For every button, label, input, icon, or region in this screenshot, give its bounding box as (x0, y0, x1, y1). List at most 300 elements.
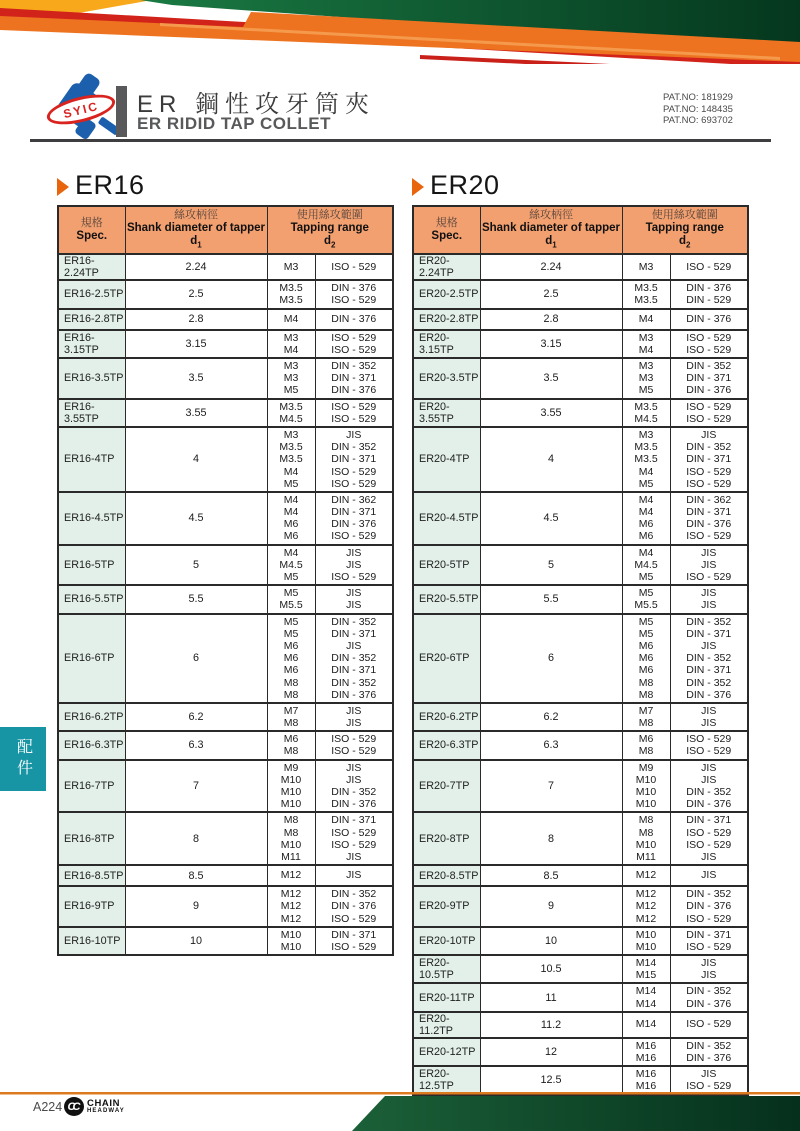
tap-size: M12 (280, 869, 302, 882)
tap-standard: DIN - 371 (686, 372, 732, 385)
spec-row (413, 492, 748, 545)
spec-header-zh: 規格 (435, 217, 458, 230)
tap-standard: JIS (346, 869, 362, 882)
tap-standard: ISO - 529 (331, 912, 377, 925)
spec-cell: ER16-6.3TP (58, 731, 125, 759)
tap-standard-cell (670, 492, 748, 545)
tap-standard: ISO - 529 (331, 826, 377, 839)
shank-diameter-cell: 5.5 (125, 585, 267, 613)
tap-standard-cell (670, 280, 748, 308)
tap-standard: ISO - 529 (686, 745, 732, 758)
tap-standard-cell (315, 254, 393, 280)
tap-size: M6 (638, 530, 654, 543)
tap-standard-cell (315, 731, 393, 759)
tap-size: M6 (638, 664, 654, 677)
tap-standard: JIS (701, 558, 717, 571)
section-arrow-icon (412, 178, 424, 196)
spec-cell: ER20-6TP (413, 614, 480, 703)
tap-standard: JIS (346, 761, 362, 774)
tap-size: M3.5 (634, 441, 658, 454)
tap-standard: ISO - 529 (331, 331, 377, 344)
spec-row (58, 865, 393, 886)
shank-diameter-cell: 5 (480, 545, 622, 586)
shank-diameter-cell: 11 (480, 983, 622, 1011)
spec-cell: ER16-10TP (58, 927, 125, 955)
spec-row (58, 358, 393, 399)
tap-standard-cell (315, 545, 393, 586)
shank-diameter-cell: 3.15 (480, 330, 622, 358)
title-accent-bar (116, 86, 127, 137)
tap-size: M7 (638, 704, 654, 717)
tap-size-cell (622, 703, 670, 731)
tap-size: M4 (638, 546, 654, 559)
tap-size: M6 (283, 530, 299, 543)
spec-cell: ER20-4TP (413, 427, 480, 492)
tap-size-cell (267, 703, 315, 731)
patent-number: PAT.NO: 148435 (663, 103, 733, 115)
tap-size: M15 (635, 969, 657, 982)
tap-size: M16 (635, 1039, 657, 1052)
tap-standard-cell (670, 731, 748, 759)
tap-standard: JIS (701, 761, 717, 774)
tap-size: M3 (638, 260, 654, 273)
tap-size: M8 (283, 676, 299, 689)
tap-standard: DIN - 371 (331, 627, 377, 640)
tap-size-cell (267, 927, 315, 955)
section-title-er20: ER20 (430, 170, 500, 200)
tap-size-cell (267, 280, 315, 308)
tap-standard: ISO - 529 (686, 343, 732, 356)
spec-row (58, 812, 393, 865)
sidebar-tab-label: 配件 (14, 738, 32, 780)
tap-size-cell (267, 427, 315, 492)
tap-size: M4 (638, 312, 654, 325)
tap-standard-cell (315, 760, 393, 813)
tap-size: M4 (283, 343, 299, 356)
tap-standard: ISO - 529 (331, 343, 377, 356)
tap-size: M8 (283, 745, 299, 758)
tap-standard: JIS (701, 717, 717, 730)
tap-size-cell (622, 812, 670, 865)
tap-standard: DIN - 376 (686, 900, 732, 913)
spec-cell: ER20-9TP (413, 886, 480, 927)
shank-header-en: Shank diameter of tapper (481, 222, 621, 234)
spec-row (413, 309, 748, 330)
tap-size: M11 (281, 850, 301, 863)
tap-size-cell (622, 886, 670, 927)
spec-cell: ER16-3.5TP (58, 358, 125, 399)
tap-size: M10 (635, 773, 657, 786)
tap-size-cell (267, 886, 315, 927)
tap-standard: JIS (701, 546, 717, 559)
tap-standard: JIS (701, 599, 717, 612)
tap-size-cell (267, 358, 315, 399)
tap-standard-cell (315, 358, 393, 399)
tap-size: M3 (283, 360, 299, 373)
tap-standard: JIS (346, 558, 362, 571)
tap-standard-cell (670, 865, 748, 886)
tap-size: M4.5 (634, 412, 658, 425)
tap-standard: ISO - 529 (686, 400, 732, 413)
shank-header-en: Shank diameter of tapper (126, 222, 266, 234)
tap-standard-cell (315, 614, 393, 703)
shank-diameter-cell: 2.5 (480, 280, 622, 308)
spec-column-header (58, 206, 125, 254)
spec-row (413, 1038, 748, 1066)
tap-size: M5 (283, 615, 299, 628)
shank-diameter-cell: 10 (480, 927, 622, 955)
tap-standard: DIN - 376 (686, 312, 732, 325)
tap-size: M6 (638, 518, 654, 531)
tap-size: M3.5 (279, 282, 303, 295)
shank-diameter-cell: 7 (480, 760, 622, 813)
spec-cell: ER16-6.2TP (58, 703, 125, 731)
spec-cell: ER20-5.5TP (413, 585, 480, 613)
tap-size-cell (622, 358, 670, 399)
tap-size: M4 (283, 546, 299, 559)
tap-size: M5 (283, 384, 299, 397)
page-title-zh: ER 鋼性攻牙筒夾 (137, 91, 376, 118)
spec-row (58, 330, 393, 358)
tap-standard: ISO - 529 (331, 745, 377, 758)
tap-standard-cell (315, 399, 393, 427)
spec-cell: ER16-6TP (58, 614, 125, 703)
tap-standard: ISO - 529 (686, 1080, 732, 1093)
tap-size: M12 (280, 912, 302, 925)
shank-diameter-cell: 7 (125, 760, 267, 813)
tap-standard: ISO - 529 (686, 940, 732, 953)
shank-diameter-cell: 6.3 (125, 731, 267, 759)
tap-standard: DIN - 371 (686, 814, 732, 827)
spec-cell: ER20-8TP (413, 812, 480, 865)
header-divider (30, 139, 771, 142)
tap-standard: DIN - 376 (686, 688, 732, 701)
spec-cell: ER16-8.5TP (58, 865, 125, 886)
spec-row (58, 614, 393, 703)
spec-row (413, 731, 748, 759)
spec-cell: ER20-3.55TP (413, 399, 480, 427)
tap-size: M4 (638, 343, 654, 356)
spec-row (413, 585, 748, 613)
tap-size: M3.5 (634, 400, 658, 413)
shank-diameter-cell: 9 (480, 886, 622, 927)
tap-size: M6 (638, 652, 654, 665)
tap-size-cell (267, 614, 315, 703)
tap-size-cell (267, 399, 315, 427)
spec-row (413, 614, 748, 703)
tap-size: M16 (635, 1052, 657, 1065)
spec-row (413, 703, 748, 731)
tap-size: M14 (635, 957, 657, 970)
tap-size: M3 (283, 372, 299, 385)
tap-size: M12 (635, 912, 657, 925)
tap-size-cell (267, 865, 315, 886)
tap-standard: DIN - 371 (331, 928, 377, 941)
spec-cell: ER20-7TP (413, 760, 480, 813)
tap-standard: DIN - 376 (331, 798, 377, 811)
tap-size: M4 (638, 465, 654, 478)
tap-size: M4 (638, 493, 654, 506)
range-header-en: Tapping range (645, 222, 724, 234)
top-banner-graphic (0, 0, 800, 64)
shank-diameter-cell: 5 (125, 545, 267, 586)
spec-cell: ER20-12.5TP (413, 1066, 480, 1094)
patent-numbers (663, 92, 733, 127)
page-title-en: ER RIDID TAP COLLET (137, 114, 331, 133)
spec-cell: ER16-5.5TP (58, 585, 125, 613)
tap-standard: JIS (701, 957, 717, 970)
tap-standard: DIN - 529 (686, 294, 732, 307)
tap-size: M10 (635, 786, 657, 799)
tap-standard: ISO - 529 (686, 260, 732, 273)
tap-standard-cell (315, 927, 393, 955)
spec-cell: ER16-7TP (58, 760, 125, 813)
tap-size-cell (622, 427, 670, 492)
tap-standard: ISO - 529 (686, 1018, 732, 1031)
spec-cell: ER16-5TP (58, 545, 125, 586)
tap-standard: DIN - 352 (331, 615, 377, 628)
tap-standard: DIN - 352 (686, 676, 732, 689)
tap-standard: ISO - 529 (686, 465, 732, 478)
spec-cell: ER16-9TP (58, 886, 125, 927)
tap-size: M6 (283, 652, 299, 665)
tap-size-cell (267, 330, 315, 358)
tap-size: M8 (638, 676, 654, 689)
tap-size: M14 (635, 997, 657, 1010)
tap-size: M3 (283, 260, 299, 273)
tap-standard-cell (670, 927, 748, 955)
spec-row (413, 358, 748, 399)
shank-diameter-cell: 2.8 (480, 309, 622, 330)
tap-standard: ISO - 529 (331, 260, 377, 273)
shank-diameter-cell: 2.24 (480, 254, 622, 280)
tap-standard: DIN - 352 (686, 888, 732, 901)
tap-size-cell (622, 865, 670, 886)
er20-table-body (413, 254, 748, 1115)
tap-standard-cell (670, 545, 748, 586)
spec-cell: ER20-10.5TP (413, 955, 480, 983)
tap-size: M10 (635, 940, 657, 953)
tap-standard: DIN - 376 (331, 384, 377, 397)
tapping-range-column-header: 使用絲攻範圍 Tapping range $d_2$ (622, 206, 748, 254)
tap-standard: DIN - 376 (331, 282, 377, 295)
tap-size: M3.5 (634, 294, 658, 307)
tap-size: M5 (638, 571, 654, 584)
tap-size: M3 (638, 331, 654, 344)
shank-diameter-cell: 4.5 (125, 492, 267, 545)
tap-size: M10 (635, 838, 657, 851)
shank-diameter-cell: 4.5 (480, 492, 622, 545)
spec-cell: ER20-12TP (413, 1038, 480, 1066)
chain-headway-emblem-icon: CC (64, 1097, 84, 1116)
tap-standard: ISO - 529 (686, 530, 732, 543)
tap-standard: ISO - 529 (686, 331, 732, 344)
tap-standard: DIN - 352 (686, 441, 732, 454)
shank-column-header: 絲攻柄徑 Shank diameter of tapper $d_1$ (480, 206, 622, 254)
tap-size-cell (267, 731, 315, 759)
tap-size-cell (622, 585, 670, 613)
section-arrow-icon (57, 178, 69, 196)
tap-size: M9 (283, 761, 299, 774)
tap-size-cell (622, 330, 670, 358)
chain-headway-logo (64, 1097, 125, 1116)
tap-size-cell (267, 760, 315, 813)
shank-diameter-cell: 9 (125, 886, 267, 927)
tap-standard: DIN - 376 (686, 282, 732, 295)
shank-diameter-cell: 6.2 (480, 703, 622, 731)
spec-cell: ER16-3.15TP (58, 330, 125, 358)
tap-standard-cell (670, 427, 748, 492)
tap-standard: ISO - 529 (686, 826, 732, 839)
spec-row (58, 254, 393, 280)
tap-standard: JIS (346, 773, 362, 786)
shank-diameter-cell: 2.5 (125, 280, 267, 308)
tap-size: M10 (280, 940, 302, 953)
shank-diameter-cell: 3.15 (125, 330, 267, 358)
tap-standard: ISO - 529 (331, 733, 377, 746)
tap-standard-cell (670, 358, 748, 399)
tap-size: M8 (638, 814, 654, 827)
tap-size: M8 (283, 688, 299, 701)
spec-cell: ER20-2.24TP (413, 254, 480, 280)
spec-row (58, 492, 393, 545)
sidebar-tab-accessories (0, 727, 46, 791)
shank-header-zh: 絲攻柄徑 (529, 209, 573, 221)
shank-diameter-cell: 12.5 (480, 1066, 622, 1094)
tap-standard: JIS (346, 850, 362, 863)
tap-size: M8 (283, 717, 299, 730)
tap-size: M8 (638, 745, 654, 758)
tap-standard: JIS (346, 546, 362, 559)
tap-size-cell (267, 585, 315, 613)
tap-size-cell (267, 254, 315, 280)
tap-size: M12 (635, 900, 657, 913)
tap-standard: JIS (701, 587, 717, 600)
tap-standard-cell (670, 309, 748, 330)
tap-standard: JIS (701, 704, 717, 717)
spec-row (58, 731, 393, 759)
tap-standard-cell (670, 812, 748, 865)
tap-standard-cell (670, 1012, 748, 1038)
tap-standard: DIN - 371 (331, 814, 377, 827)
patent-number: PAT.NO: 181929 (663, 92, 733, 103)
spec-row (413, 399, 748, 427)
tap-size: M16 (635, 1068, 657, 1081)
tap-standard-cell (315, 309, 393, 330)
tap-size-cell (267, 812, 315, 865)
tap-size: M4.5 (634, 558, 658, 571)
tap-size-cell (267, 545, 315, 586)
tap-standard: DIN - 376 (686, 798, 732, 811)
spec-row (413, 927, 748, 955)
tap-standard: JIS (346, 599, 362, 612)
brand-line2: HEADWAY (87, 1108, 125, 1115)
spec-cell: ER20-8.5TP (413, 865, 480, 886)
spec-cell: ER20-11TP (413, 983, 480, 1011)
tap-size-cell (622, 955, 670, 983)
tap-size-cell (267, 309, 315, 330)
tap-size: M4 (283, 506, 299, 519)
shank-diameter-cell: 4 (480, 427, 622, 492)
tap-standard-cell (670, 399, 748, 427)
tap-standard: ISO - 529 (686, 412, 732, 425)
tap-standard: DIN - 371 (331, 506, 377, 519)
tap-standard: DIN - 352 (686, 615, 732, 628)
tap-standard: DIN - 352 (331, 441, 377, 454)
shank-diameter-cell: 6 (125, 614, 267, 703)
tap-size-cell (622, 399, 670, 427)
tap-size-cell (622, 545, 670, 586)
spec-cell: ER20-3.5TP (413, 358, 480, 399)
er16-table-body (58, 254, 393, 955)
tap-standard-cell (670, 760, 748, 813)
tap-standard: DIN - 371 (686, 664, 732, 677)
tap-size-cell (622, 1012, 670, 1038)
tap-standard: DIN - 371 (686, 627, 732, 640)
spec-row (58, 886, 393, 927)
shank-diameter-cell: 8.5 (125, 865, 267, 886)
spec-row (413, 254, 748, 280)
tap-size: M10 (280, 838, 302, 851)
tap-standard-cell (315, 585, 393, 613)
tap-size: M4.5 (279, 412, 303, 425)
tap-standard: JIS (701, 850, 717, 863)
spec-row (413, 955, 748, 983)
tap-standard: ISO - 529 (331, 940, 377, 953)
shank-column-header: 絲攻柄徑 Shank diameter of tapper $d_1$ (125, 206, 267, 254)
tap-size: M3 (638, 428, 654, 441)
shank-diameter-cell: 11.2 (480, 1012, 622, 1038)
shank-diameter-cell: 4 (125, 427, 267, 492)
tap-size-cell (622, 1038, 670, 1066)
spec-row (58, 927, 393, 955)
shank-diameter-cell: 2.8 (125, 309, 267, 330)
spec-row (58, 280, 393, 308)
tap-standard-cell (315, 886, 393, 927)
spec-row (58, 399, 393, 427)
tap-standard: DIN - 376 (686, 997, 732, 1010)
tap-size: M5.5 (634, 599, 658, 612)
tap-size-cell (622, 280, 670, 308)
tap-size: M5 (283, 587, 299, 600)
tap-size: M11 (636, 850, 656, 863)
patent-number: PAT.NO: 693702 (663, 115, 733, 126)
tap-standard: DIN - 371 (331, 372, 377, 385)
tap-size-cell (622, 492, 670, 545)
tap-standard: DIN - 352 (686, 786, 732, 799)
spec-row (58, 760, 393, 813)
tap-size-cell (622, 614, 670, 703)
shank-diameter-cell: 6.2 (125, 703, 267, 731)
tap-standard: JIS (346, 428, 362, 441)
tap-standard: ISO - 529 (686, 912, 732, 925)
shank-diameter-cell: 3.5 (125, 358, 267, 399)
tap-standard: DIN - 352 (331, 360, 377, 373)
tap-standard: DIN - 352 (331, 786, 377, 799)
tap-size: M8 (283, 826, 299, 839)
shank-diameter-cell: 3.55 (125, 399, 267, 427)
tap-standard-cell (315, 330, 393, 358)
spec-row (413, 1012, 748, 1038)
tap-size: M6 (638, 639, 654, 652)
tap-standard-cell (670, 1038, 748, 1066)
tap-standard: ISO - 529 (331, 465, 377, 478)
tap-standard-cell (670, 955, 748, 983)
tap-standard: JIS (346, 717, 362, 730)
table-header-row (413, 206, 748, 254)
tap-size: M6 (283, 733, 299, 746)
tap-size: M14 (635, 985, 657, 998)
